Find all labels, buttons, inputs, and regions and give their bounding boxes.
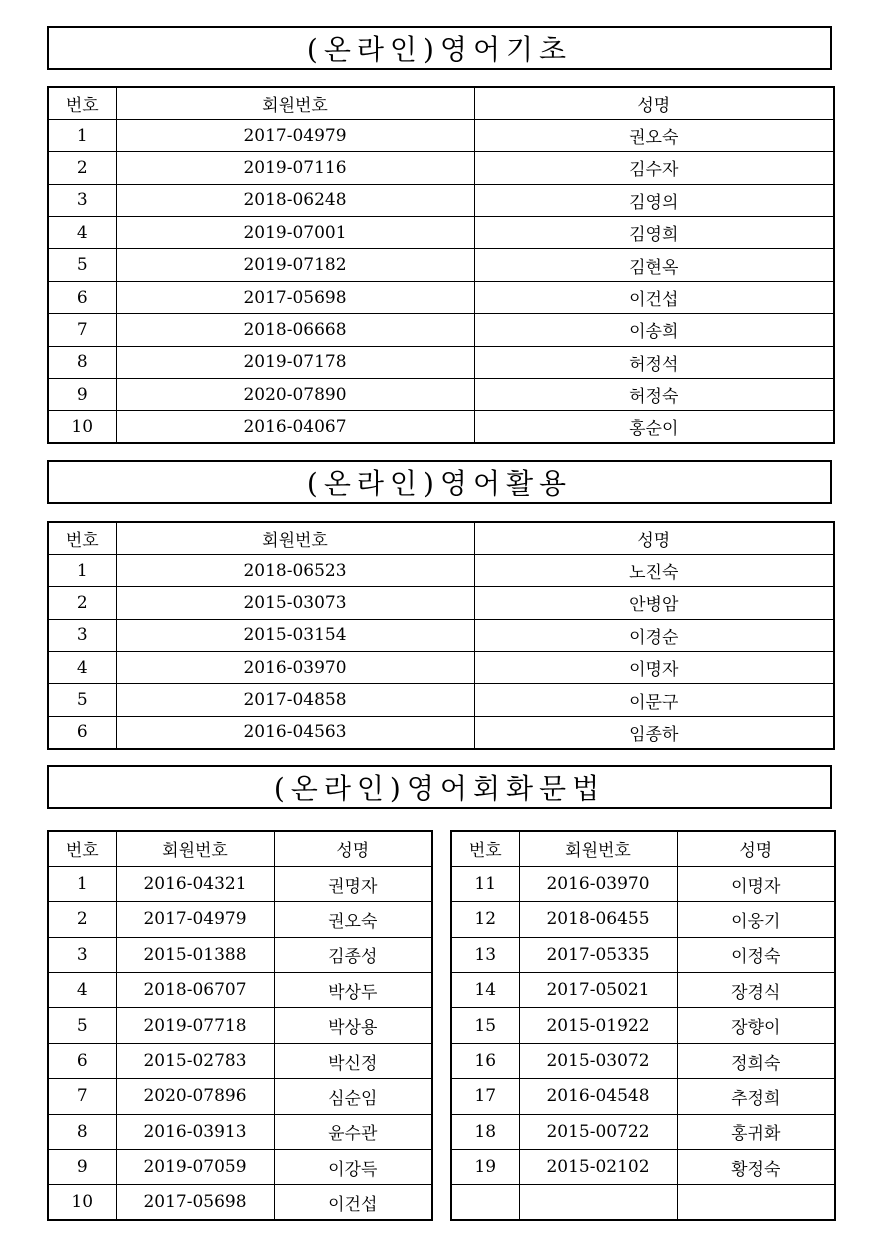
table-row [48,1079,432,1114]
table-row [451,866,835,901]
table-row [48,281,834,313]
cell-number: 7 [48,1079,116,1114]
cell-number: 16 [451,1043,519,1078]
cell-name: 안병암 [474,587,834,619]
column-header-name: 성명 [474,87,834,119]
section3-right-table [450,830,836,1221]
column-header-member-id: 회원번호 [116,522,474,554]
cell-member-id: 2020-07890 [116,379,474,411]
cell-number: 8 [48,1114,116,1149]
table-row [48,119,834,151]
cell-name: 장경식 [677,973,835,1008]
cell-number: 18 [451,1114,519,1149]
cell-name: 홍순이 [474,411,834,443]
cell-member-id: 2015-03154 [116,619,474,651]
cell-number: 4 [48,217,116,249]
cell-name: 김종성 [274,937,432,972]
cell-number: 7 [48,314,116,346]
cell-number: 4 [48,652,116,684]
cell-number: 1 [48,119,116,151]
cell-member-id: 2019-07182 [116,249,474,281]
cell-number: 8 [48,346,116,378]
header-row [48,831,432,866]
column-header-name: 성명 [474,522,834,554]
section3-left-table [47,830,433,1221]
column-header-name: 성명 [677,831,835,866]
section1-title: (온라인)영어기초 [47,26,832,70]
table-row [451,1114,835,1149]
cell-member-id: 2018-06248 [116,184,474,216]
section2-table [47,521,835,750]
table-row [48,587,834,619]
cell-name: 이웅기 [677,902,835,937]
cell-member-id: 2018-06455 [519,902,677,937]
header-row [48,522,834,554]
table-row [48,652,834,684]
column-header-member-id: 회원번호 [116,831,274,866]
cell-member-id [519,1185,677,1220]
cell-number: 9 [48,379,116,411]
cell-number: 10 [48,411,116,443]
table-row [48,1150,432,1185]
table-row [48,1008,432,1043]
cell-name: 박상용 [274,1008,432,1043]
cell-number: 12 [451,902,519,937]
cell-number: 5 [48,1008,116,1043]
cell-member-id: 2016-04067 [116,411,474,443]
cell-name: 이경순 [474,619,834,651]
table-row [48,411,834,443]
cell-number: 13 [451,937,519,972]
cell-name: 권오숙 [474,119,834,151]
table-row [48,184,834,216]
cell-member-id: 2016-04321 [116,866,274,901]
cell-name: 노진숙 [474,554,834,586]
cell-name: 이정숙 [677,937,835,972]
cell-member-id: 2017-04858 [116,684,474,716]
table-row [451,1079,835,1114]
cell-name: 이강득 [274,1150,432,1185]
column-header-number: 번호 [48,522,116,554]
cell-member-id: 2015-02783 [116,1043,274,1078]
cell-number: 6 [48,281,116,313]
cell-member-id: 2016-04548 [519,1079,677,1114]
cell-name: 허정숙 [474,379,834,411]
table-row [48,937,432,972]
column-header-number: 번호 [451,831,519,866]
column-header-number: 번호 [48,831,116,866]
cell-name: 임종하 [474,716,834,748]
cell-name: 추정희 [677,1079,835,1114]
cell-member-id: 2017-05335 [519,937,677,972]
cell-name: 이명자 [474,652,834,684]
cell-number: 14 [451,973,519,1008]
table-row [451,1043,835,1078]
header-row [451,831,835,866]
cell-name: 이건섭 [474,281,834,313]
cell-member-id: 2016-04563 [116,716,474,748]
cell-number: 15 [451,1008,519,1043]
cell-number: 17 [451,1079,519,1114]
table-row [451,937,835,972]
cell-member-id: 2020-07896 [116,1079,274,1114]
table-row [451,973,835,1008]
cell-name: 이건섭 [274,1185,432,1220]
cell-member-id: 2015-01922 [519,1008,677,1043]
cell-name: 장향이 [677,1008,835,1043]
table-row [451,1150,835,1185]
cell-name: 이문구 [474,684,834,716]
table-row [48,902,432,937]
table-row [48,346,834,378]
cell-name: 홍귀화 [677,1114,835,1149]
cell-member-id: 2018-06523 [116,554,474,586]
cell-number: 3 [48,184,116,216]
table-row [48,619,834,651]
cell-member-id: 2016-03970 [116,652,474,684]
table-row [451,902,835,937]
cell-number: 2 [48,587,116,619]
cell-number: 3 [48,619,116,651]
table-row [48,152,834,184]
cell-number: 6 [48,1043,116,1078]
cell-member-id: 2019-07059 [116,1150,274,1185]
cell-name: 박상두 [274,973,432,1008]
cell-number: 3 [48,937,116,972]
cell-number: 9 [48,1150,116,1185]
cell-number: 4 [48,973,116,1008]
cell-name: 권명자 [274,866,432,901]
cell-member-id: 2017-05021 [519,973,677,1008]
cell-name: 권오숙 [274,902,432,937]
cell-name: 이명자 [677,866,835,901]
cell-name: 박신정 [274,1043,432,1078]
table-row [451,1185,835,1220]
cell-member-id: 2017-05698 [116,281,474,313]
cell-name: 윤수관 [274,1114,432,1149]
cell-number: 5 [48,684,116,716]
table-row [48,1185,432,1220]
table-row [48,554,834,586]
cell-member-id: 2017-05698 [116,1185,274,1220]
cell-member-id: 2019-07718 [116,1008,274,1043]
cell-number: 1 [48,866,116,901]
cell-name: 이송희 [474,314,834,346]
column-header-number: 번호 [48,87,116,119]
table-row [48,1043,432,1078]
cell-name: 김수자 [474,152,834,184]
cell-number: 2 [48,902,116,937]
cell-name: 심순임 [274,1079,432,1114]
table-row [48,379,834,411]
cell-member-id: 2015-00722 [519,1114,677,1149]
cell-number [451,1185,519,1220]
cell-number: 1 [48,554,116,586]
table-row [48,684,834,716]
cell-member-id: 2017-04979 [116,119,474,151]
cell-number: 2 [48,152,116,184]
cell-name: 김현옥 [474,249,834,281]
table-row [48,217,834,249]
cell-member-id: 2015-01388 [116,937,274,972]
cell-name: 황정숙 [677,1150,835,1185]
section1-table [47,86,835,444]
table-row [48,716,834,748]
table-row [48,1114,432,1149]
cell-member-id: 2015-03073 [116,587,474,619]
cell-number: 11 [451,866,519,901]
cell-member-id: 2016-03913 [116,1114,274,1149]
section3-title: (온라인)영어회화문법 [47,765,832,809]
cell-member-id: 2018-06707 [116,973,274,1008]
section2-title: (온라인)영어활용 [47,460,832,504]
cell-name [677,1185,835,1220]
cell-member-id: 2019-07116 [116,152,474,184]
cell-name: 정희숙 [677,1043,835,1078]
cell-member-id: 2019-07178 [116,346,474,378]
header-row [48,87,834,119]
column-header-member-id: 회원번호 [116,87,474,119]
cell-number: 5 [48,249,116,281]
cell-member-id: 2019-07001 [116,217,474,249]
cell-name: 김영의 [474,184,834,216]
cell-number: 10 [48,1185,116,1220]
table-row [48,866,432,901]
cell-member-id: 2016-03970 [519,866,677,901]
cell-member-id: 2015-03072 [519,1043,677,1078]
column-header-member-id: 회원번호 [519,831,677,866]
cell-number: 19 [451,1150,519,1185]
cell-number: 6 [48,716,116,748]
table-row [48,314,834,346]
cell-member-id: 2017-04979 [116,902,274,937]
table-row [451,1008,835,1043]
cell-member-id: 2015-02102 [519,1150,677,1185]
cell-member-id: 2018-06668 [116,314,474,346]
table-row [48,973,432,1008]
table-row [48,249,834,281]
cell-name: 허정석 [474,346,834,378]
cell-name: 김영희 [474,217,834,249]
column-header-name: 성명 [274,831,432,866]
